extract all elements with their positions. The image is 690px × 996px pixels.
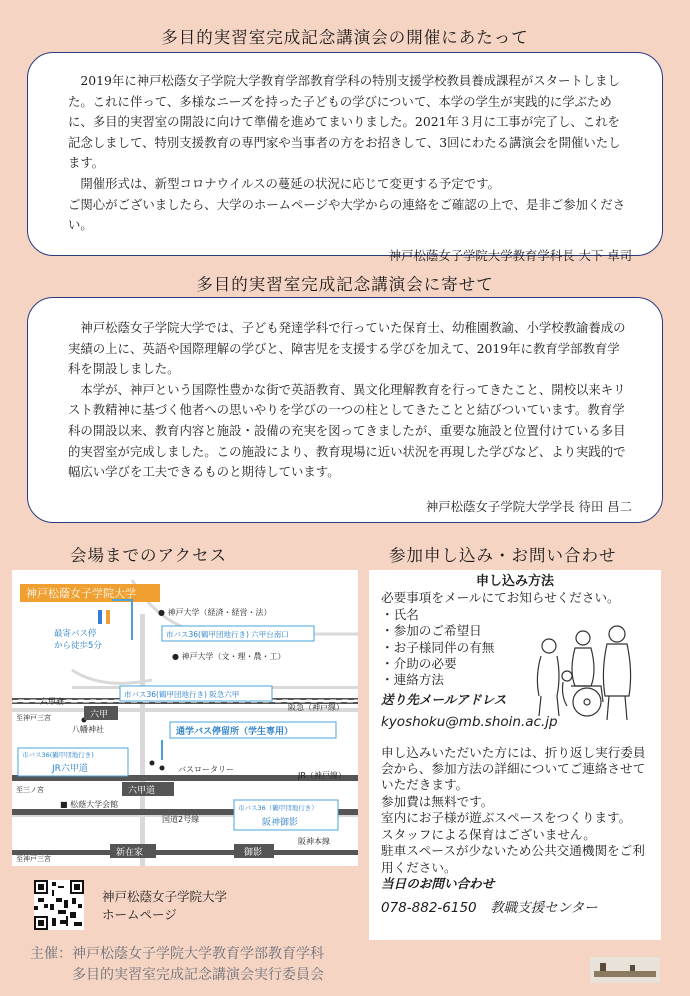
note-space: 室内にお子様が遊ぶスペースをつくります。 [381, 810, 632, 826]
message-box [27, 297, 663, 523]
phone-line[interactable]: 078-882-6150 教職支援センター [381, 900, 598, 917]
item-name: ・氏名 [381, 606, 419, 622]
note-staff: スタッフによる保育はございません。 [381, 826, 596, 842]
homepage-line-2: ホームページ [102, 907, 177, 922]
campus-econ-label: ● 神戸大学（経済・経営・法） [158, 608, 272, 617]
contact-intro: 必要事項をメールにてお知らせください。 [381, 590, 620, 606]
note-parking: 駐車スペースが少ないため公共交通機関をご利用ください。 [381, 843, 645, 875]
to-sannomiya-1: 至神戸三宮 [16, 714, 51, 722]
contact-box [369, 570, 661, 940]
host-info [30, 944, 324, 986]
item-date: ・参加のご希望日 [381, 623, 482, 639]
contact-title: 参加申し込み・お問い合わせ [389, 546, 617, 565]
greeting-paragraph-1: 2019年に神戸松蔭女子学院大学教育学部教育学科の特別支援学校教員養成課程がスタートしました。これに伴って、多様なニーズを持った子どもの学びについて、本学の学生が実践的に学ぶために、多目的実習室の開設に向けて準備を進めてまいりました。2021年３月に工事が完了し、これを記念しまして、特別支援教育の専門家や当事者の方をお招きして、3回にわたる講演会を開催いたします。 [68, 73, 621, 171]
email-link[interactable]: kyoshoku@mb.shoin.ac.jp [381, 714, 558, 731]
to-sannomiya-3: 至神戸三宮 [16, 855, 51, 863]
access-title: 会場までのアクセス [70, 546, 228, 565]
greeting-box [27, 52, 663, 263]
message-signature: 神戸松蔭女子学院大学学長 待田 昌二 [425, 498, 632, 514]
bus-jr-label: JR六甲道 [52, 764, 88, 774]
to-sannomiya-2: 至三ノ宮 [16, 786, 44, 794]
day-heading: 当日のお問い合わせ [381, 875, 495, 891]
greeting-paragraph-3: ご関心がございましたら、大学のホームページや大学からの連絡をご確認の上で、是非ご参加ください。 [68, 196, 626, 233]
bus-rotary-label: バスロータリー [178, 765, 234, 774]
qr-code-icon[interactable] [34, 880, 84, 930]
shoin-hall-label: ■ 松蔭大学会館 [60, 800, 119, 809]
shinzaike-label: 新在家 [116, 848, 144, 858]
email-label: 送り先メールアドレス [381, 691, 507, 707]
host-line-2: 多目的実習室完成記念講演会実行委員会 [30, 967, 324, 983]
hachiman-label: 八幡神社 [72, 725, 104, 734]
university-label: 神戸松蔭女子学院大学 [26, 587, 136, 600]
greeting-paragraph-2: 開催形式は、新型コロナウイルスの蔓延の状況に応じて変更する予定です。 [68, 175, 500, 191]
route2-label: 国道2号線 [162, 815, 200, 824]
bus-rokudai-label: 市バス36(鶴甲団地行き) 六甲台南口 [166, 630, 289, 639]
method-heading: 申し込み方法 [475, 574, 554, 589]
campus-sci-label: ● 神戸大学（文・理・農・工） [172, 652, 286, 661]
hankyu-line-label: 阪急（神戸線） [288, 703, 344, 712]
rokko-station-label: 六甲 [90, 710, 109, 720]
access-map [12, 570, 358, 866]
note-reply: 申し込みいただいた方には、折り返し実行委員会から、参加方法の詳細についてご連絡させていただきます。 [381, 744, 646, 793]
rokkomichi-label: 六甲道 [128, 786, 156, 796]
mikage-label: 御影 [244, 848, 263, 858]
school-bus-label: 通学バス停留所（学生専用） [176, 727, 294, 737]
bus-hankyu-label: 市バス36(鶴甲団地行き) 阪急六甲 [124, 690, 240, 699]
section2-title: 多目的実習室完成記念講演会に寄せて [196, 275, 494, 294]
bus-mikage-label: 阪神御影 [262, 818, 299, 828]
homepage-link[interactable] [102, 888, 227, 924]
greeting-signature: 神戸松蔭女子学院大学教育学科長 大下 卓司 [388, 247, 632, 263]
section1-title: 多目的実習室完成記念講演会の開催にあたって [161, 28, 529, 47]
hanshin-line-label: 阪神本線 [298, 837, 330, 846]
message-paragraph-2: 本学が、神戸という国際性豊かな街で英語教育、異文化理解教育を行ってきたこと、開校以来キリスト教精神に基づく他者への思いやりを学びの一つの柱としてきたことと結びついています。教育学科の開設以来、教育内容と施設・設備の充実を図ってきましたが、重要な施設と位置付けている多目的実習室が完成しました。この施設により、教育現場に近い状況を再現した学びなど、より実践的で幅広い学びを工夫できるものと期待しています。 [68, 381, 626, 480]
bus-stop-note-2: から徒歩5分 [54, 641, 102, 651]
item-child: ・お子様同伴の有無 [381, 639, 495, 655]
rokkodera-label: 六甲寮 [40, 697, 64, 706]
message-paragraph-1: 神戸松蔭女子学院大学では、子ども発達学科で行っていた保育士、幼稚園教諭、小学校教諭養成の実績の上に、英語や国際理解の学びと、障害児を支援する学びを加えて、2019年に教育学部教育学科を開設しました。 [68, 320, 626, 377]
item-assist: ・介助の必要 [381, 656, 457, 672]
note-fee: 参加費は無料です。 [381, 793, 494, 809]
bus-stop-note-1: 最寄バス停 [54, 629, 97, 639]
host-line-1: 主催：神戸松蔭女子学院大学教育学部教育学科 [30, 946, 324, 962]
item-contact: ・連絡方法 [381, 672, 444, 688]
homepage-line-1: 神戸松蔭女子学院大学 [102, 889, 228, 904]
facility-photo-icon [590, 957, 660, 983]
jr-line-label: JR（神戸線） [298, 771, 346, 780]
bus-mikage-small-label: 市バス36（鶴甲団地行き） [238, 804, 318, 812]
people-illustration-icon [521, 616, 653, 726]
bus-jr-small-label: 市バス36(鶴甲団地行き) [22, 751, 94, 759]
